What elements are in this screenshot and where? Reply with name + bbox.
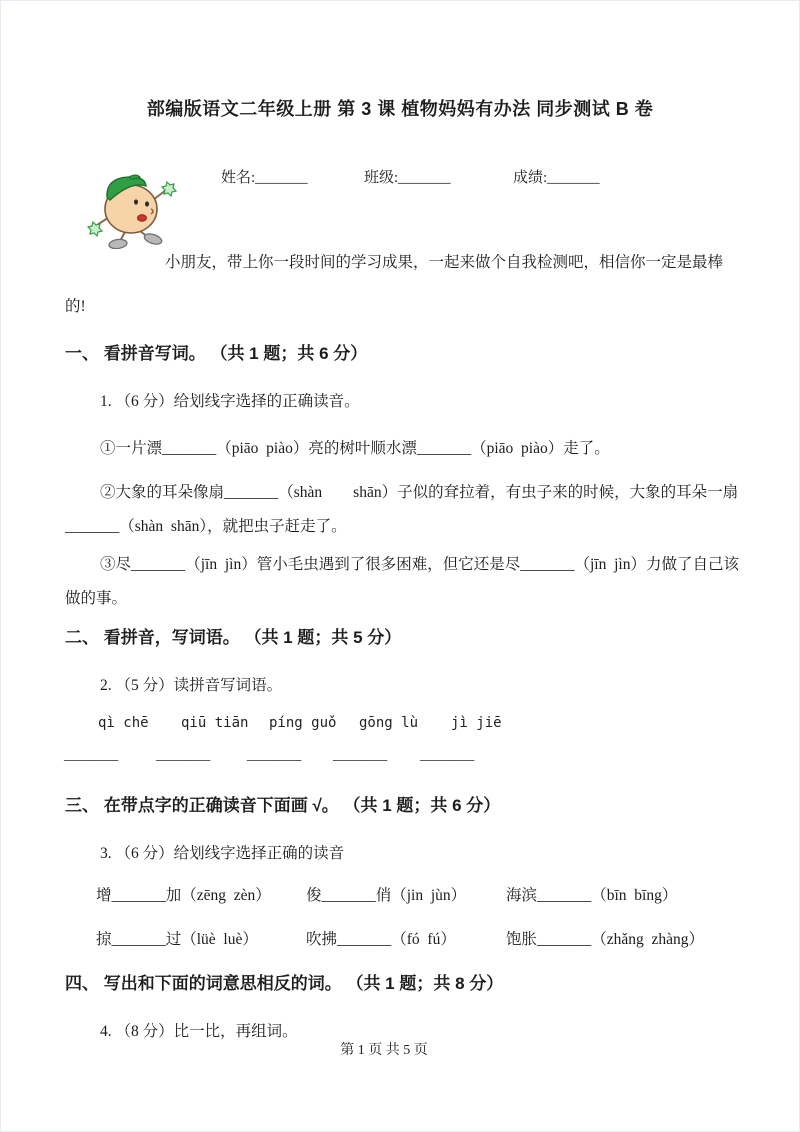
pronunciation-item: 掠_______过（lüè luè）: [96, 931, 258, 948]
pronunciation-item: 吹拂_______（fó fú）: [306, 931, 456, 948]
question-3-stem: 3. （6 分）给划线字选择正确的读音: [100, 845, 345, 862]
question-4-stem: 4. （8 分）比一比，再组词。: [100, 1023, 298, 1040]
section-3-heading: 三、 在带点字的正确读音下面画 √。 （共 1 题；共 6 分）: [65, 796, 501, 815]
pinyin-word: qì chē: [98, 715, 149, 731]
page-title: 部编版语文二年级上册 第 3 课 植物妈妈有办法 同步测试 B 卷: [146, 99, 654, 119]
name-label: 姓名:: [221, 170, 256, 186]
pronunciation-item: 俊_______俏（jin jùn）: [306, 887, 467, 904]
class-blank: _______: [398, 170, 451, 186]
pronunciation-item: 海滨_______（bīn bīng）: [506, 887, 678, 904]
cartoon-boy-mascot-icon: [79, 164, 189, 249]
question-1-sub-3: ③尽_______（jīn jìn）管小毛虫遇到了很多困难，但它还是尽_______（jīn jìn）力做了自己该做的事。: [65, 556, 739, 607]
question-1-sub-1: ①一片漂_______（piāo piào）亮的树叶顺水漂_______（piāo piào）走了。: [100, 440, 610, 457]
answer-blank: _______: [333, 746, 388, 763]
pinyin-word: jì jiē: [451, 715, 502, 731]
section-2-heading: 二、 看拼音，写词语。 （共 1 题；共 5 分）: [65, 628, 402, 647]
score-label: 成绩:: [513, 170, 548, 186]
name-field: [206, 149, 308, 204]
answer-blank: _______: [64, 746, 119, 763]
answer-blank: _______: [247, 746, 302, 763]
page-footer: 第 1 页 共 5 页: [340, 1043, 428, 1058]
pronunciation-item: 饱胀_______（zhǎng zhàng）: [506, 931, 705, 948]
class-label: 班级:: [364, 170, 399, 186]
pinyin-word: qiū tiān: [181, 715, 249, 731]
question-2-stem: 2. （5 分）读拼音写词语。: [100, 677, 283, 694]
pinyin-word: píng guǒ: [269, 715, 337, 731]
score-field: [498, 149, 600, 204]
class-field: [349, 149, 451, 204]
pinyin-word: gōng lù: [359, 715, 419, 731]
score-blank: _______: [547, 170, 600, 186]
section-4-heading: 四、 写出和下面的词意思相反的词。 （共 1 题；共 8 分）: [65, 974, 504, 993]
question-1-sub-2: ②大象的耳朵像扇_______（shàn shān）子似的耷拉着，有虫子来的时候，大象的耳朵一扇_______（shàn shān），就把虫子赶走了。: [65, 484, 739, 535]
intro-text: 小朋友，带上你一段时间的学习成果，一起来做个自我检测吧，相信你一定是最棒的!: [65, 254, 724, 315]
name-blank: _______: [255, 170, 308, 186]
answer-blank: _______: [156, 746, 211, 763]
pronunciation-item: 增_______加（zēng zèn）: [96, 887, 271, 904]
question-1-stem: 1. （6 分）给划线字选择的正确读音。: [100, 393, 360, 410]
answer-blank: _______: [420, 746, 475, 763]
section-1-heading: 一、 看拼音写词。 （共 1 题；共 6 分）: [65, 344, 368, 363]
